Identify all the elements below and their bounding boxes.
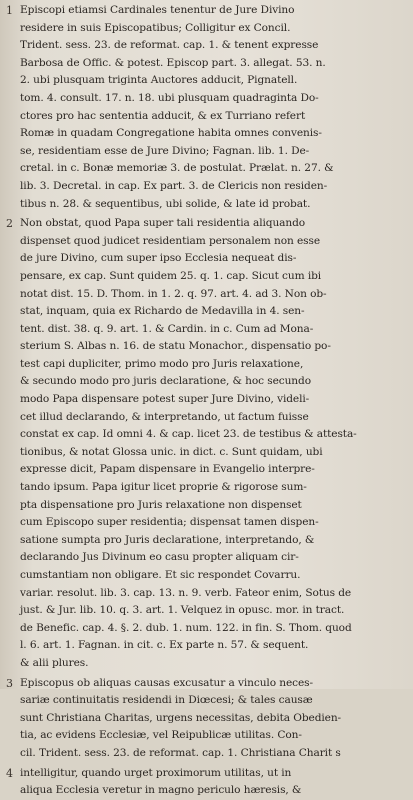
text-line: variar. resolut. lib. 3. cap. 13. n. 9. verb. Fateor enim, Sotus de <box>20 586 352 599</box>
text-line: & alii plures. <box>20 656 89 669</box>
text-line: pta dispensatione pro Juris relaxatione non dispenset <box>20 498 302 511</box>
paragraph-number: 3 <box>6 676 13 690</box>
text-line: notat dist. 15. D. Thom. in 1. 2. q. 97. art. 4. ad 3. Non ob- <box>20 287 327 300</box>
text-line <box>6 765 407 783</box>
text-line: tibus n. 28. & sequentibus, ubi solide, & late id probat. <box>20 197 311 210</box>
text-line: 2. ubi plusquam triginta Auctores adducit, Pignatell. <box>20 74 298 87</box>
line-text: Episcopus ob aliquas causas excusatur a vinculo neces- <box>20 676 313 689</box>
text-line: expresse dicit, Papam dispensare in Evangelio interpre- <box>20 463 315 476</box>
text-line: de jure Divino, cum super ipso Ecclesia nequeat dis- <box>20 252 297 265</box>
text-line: & secundo modo pro juris declaratione, & hoc secundo <box>20 375 311 388</box>
text-line <box>6 215 407 233</box>
text-line: constat ex cap. Id omni 4. & cap. licet 23. de testibus & attesta- <box>20 428 357 441</box>
text-line: cet illud declarando, & interpretando, ut factum fuisse <box>20 410 309 423</box>
text-line: Trident. sess. 23. de reformat. cap. 1. & tenent expresse <box>20 39 319 52</box>
text-line: dispenset quod judicet residentiam personalem non esse <box>20 234 320 247</box>
text-line: tia, ac evidens Ecclesiæ, vel Reipublicæ utilitas. Con- <box>20 729 302 742</box>
text-line: se, residentiam esse de Jure Divino; Fagnan. lib. 1. De- <box>20 144 310 157</box>
line-text: Non obstat, quod Papa super tali residentia aliquando <box>20 217 306 230</box>
text-line: cretal. in c. Bonæ memoriæ 3. de postulat. Prælat. n. 27. & <box>20 162 334 175</box>
paragraph-4 <box>6 765 407 800</box>
text-line: test capi dupliciter, primo modo pro Juris relaxatione, <box>20 357 304 370</box>
text-line: ctores pro hac sententia adducit, & ex Turriano refert <box>20 109 306 122</box>
text-line: modo Papa dispensare potest super Jure Divino, videli- <box>20 393 310 406</box>
line-text: intelligitur, quando urget proximorum utilitas, ut in <box>20 766 292 779</box>
text-line: residere in suis Episcopatibus; Colligitur ex Concil. <box>20 21 291 34</box>
text-line: sunt Christiana Charitas, urgens necessitas, debita Obedien- <box>20 711 342 724</box>
text-line: l. 6. art. 1. Fagnan. in cit. c. Ex parte n. 57. & sequent. <box>20 639 309 652</box>
text-line: declarando Jus Divinum eo casu propter aliquam cir- <box>20 551 299 564</box>
text-line: aliqua Ecclesia veretur in magno periculo hæresis, & <box>20 784 302 797</box>
text-line: just. & Jur. lib. 10. q. 3. art. 1. Velquez in opusc. mor. in tract. <box>20 604 345 617</box>
paragraph-3 <box>6 675 407 763</box>
text-line: tionibus, & notat Glossa unic. in dict. c. Sunt quidam, ubi <box>20 445 323 458</box>
text-line: cum Episcopo super residentia; dispensat tamen dispen- <box>20 516 319 529</box>
paragraph-number: 4 <box>6 766 13 780</box>
paragraph-number: 2 <box>6 217 13 231</box>
text-line: tando ipsum. Papa igitur licet proprie & rigorose sum- <box>20 481 307 494</box>
text-line: satione sumpta pro Juris declaratione, interpretando, & <box>20 533 315 546</box>
text-line: Romæ in quadam Congregatione habita omnes convenis- <box>20 127 322 140</box>
text-line: de Benefic. cap. 4. §. 2. dub. 1. num. 122. in fin. S. Thom. quod <box>20 621 352 634</box>
text-line: sariæ continuitatis residendi in Diœcesi; & tales causæ <box>20 694 313 707</box>
paragraph-1 <box>6 2 407 213</box>
text-line: tent. dist. 38. q. 9. art. 1. & Cardin. in c. Cum ad Mona- <box>20 322 314 335</box>
text-line: lib. 3. Decretal. in cap. Ex part. 3. de Clericis non residen- <box>20 179 328 192</box>
paragraph-number: 1 <box>6 4 13 17</box>
paragraph-2 <box>6 215 407 672</box>
text-line: sterium S. Albas n. 16. de statu Monachor., dispensatio po- <box>20 340 331 353</box>
text-line <box>6 2 407 20</box>
text-line: cil. Trident. sess. 23. de reformat. cap. 1. Christiana Charit s <box>20 746 341 759</box>
text-line: cumstantiam non obligare. Et sic respondet Covarru. <box>20 569 301 581</box>
text-line: stat, inquam, quia ex Richardo de Medavilla in 4. sen- <box>20 305 305 318</box>
text-line <box>6 675 407 693</box>
text-line: pensare, ex cap. Sunt quidem 25. q. 1. cap. Sicut cum ibi <box>20 269 322 282</box>
line-text: Episcopi etiamsi Cardinales tenentur de Jure Divino <box>20 4 295 16</box>
text-line: tom. 4. consult. 17. n. 18. ubi plusquam quadraginta Do- <box>20 91 319 104</box>
text-line: Barbosa de Offic. & potest. Episcop part. 3. allegat. 53. n. <box>20 56 326 69</box>
